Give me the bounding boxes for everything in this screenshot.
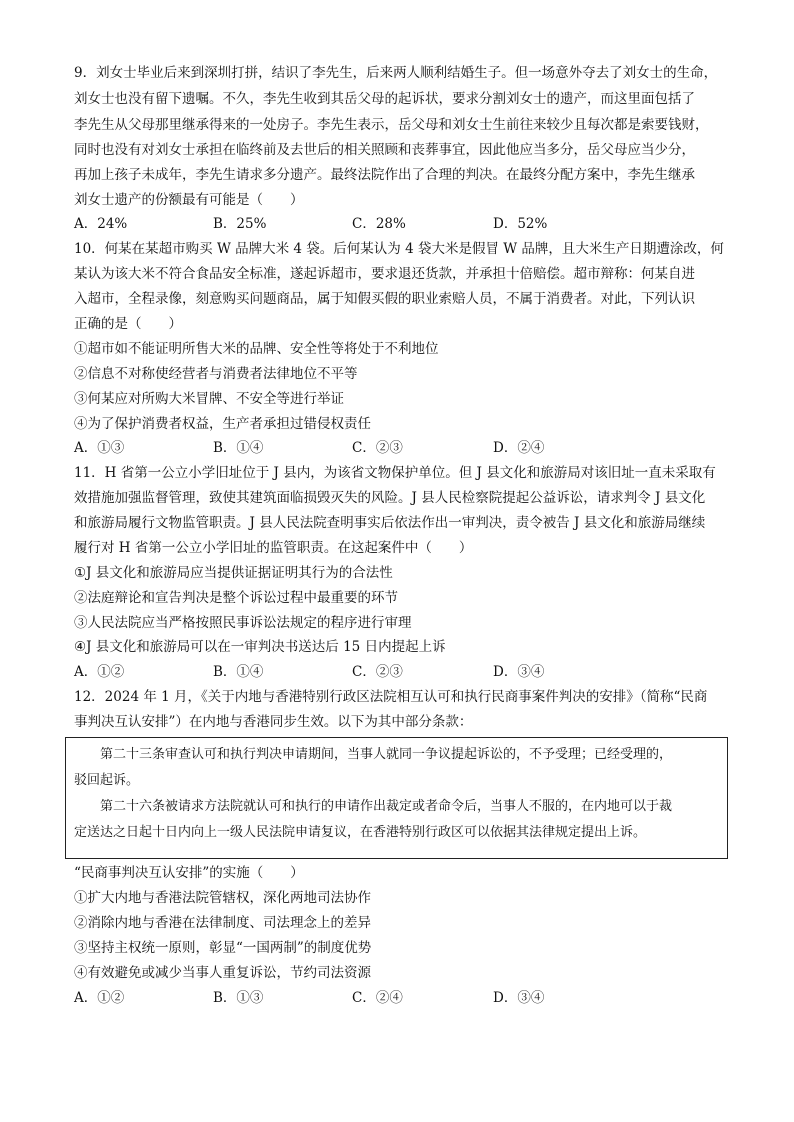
q10-statement-1: ①超市如不能证明所售大米的品牌、安全性等将处于不利地位 [74,341,439,357]
q12-option-c[interactable]: C．②④ [352,990,403,1006]
q12-statement-4: ④有效避免或减少当事人重复诉讼，节约司法资源 [74,965,371,981]
q10-option-a[interactable]: A．①③ [74,440,125,456]
q9-line-1: 9．刘女士毕业后来到深圳打拼，结识了李先生，后来两人顺利结婚生子。但一场意外夺去了刘女士的生命， [74,65,718,81]
q10-option-b[interactable]: B．①④ [213,440,264,456]
q10-option-c[interactable]: C．②③ [352,440,403,456]
q11-option-a[interactable]: A．①② [74,664,125,680]
q11-statement-4: ④J 县文化和旅游局可以在一审判决书送达后 15 日内提起上诉 [74,639,446,655]
q12-intro-2: 事判决互认安排”）在内地与香港同步生效。以下为其中部分条款： [74,714,473,730]
q12-article-23-line-2: 驳回起诉。 [74,773,140,788]
q9-option-a[interactable]: A．24% [74,216,128,232]
q12-question: “民商事判决互认安排”的实施（ ） [74,865,304,881]
q11-line-4: 履行对 H 省第一公立小学旧址的监管职责。在这起案件中（ ） [74,540,473,556]
q12-options [74,987,734,1009]
q12-article-26-line-2: 定送达之日起十日内向上一级人民法院申请复议，在香港特别行政区可以依据其法律规定提出上诉。 [74,825,647,840]
q10-option-d[interactable]: D．②④ [493,440,545,456]
q9-line-2: 刘女士也没有留下遗嘱。不久，李先生收到其岳父母的起诉状，要求分割刘女士的遗产，而这里面包括了 [74,91,695,107]
q11-option-c[interactable]: C．②③ [352,664,403,680]
q12-article-23-line-1: 第二十三条审查认可和执行判决申请期间，当事人就同一争议提起诉讼的，不予受理；已经受理的， [74,747,673,762]
q9-line-3: 李先生从父母那里继承得来的一处房子。李先生表示，岳父母和刘女士生前往来较少且每次都是索要钱财， [74,117,709,133]
q11-line-1: 11．H 省第一公立小学旧址位于 J 县内，为该省文物保护单位。但 J 县文化和旅游局对该旧址一直未采取有 [74,465,716,481]
q12-statement-3: ③坚持主权统一原则，彰显“一国两制”的制度优势 [74,940,372,956]
q11-statement-2: ②法庭辩论和宣告判决是整个诉讼过程中最重要的环节 [74,590,398,606]
q11-statement-1: ①J 县文化和旅游局应当提供证据证明其行为的合法性 [74,565,393,581]
q12-article-box [65,737,728,859]
q12-option-d[interactable]: D．③④ [493,990,545,1006]
q12-statement-1: ①扩大内地与香港法院管辖权，深化两地司法协作 [74,890,371,906]
q9-option-c[interactable]: C．28% [352,216,406,232]
q10-options [74,437,734,459]
q11-option-d[interactable]: D．③④ [493,664,545,680]
q10-statement-4: ④为了保护消费者权益，生产者承担过错侵权责任 [74,416,371,432]
q11-statement-3: ③人民法院应当严格按照民事诉讼法规定的程序进行审理 [74,615,412,631]
q9-option-d[interactable]: D．52% [493,216,548,232]
q9-line-5: 再加上孩子未成年，李先生请求多分遗产。最终法院作出了合理的判决。在最终分配方案中，李先生继承 [74,167,695,183]
q12-option-a[interactable]: A．①② [74,990,125,1006]
q10-line-3: 入超市，全程录像，刻意购买问题商品，属于知假买假的职业索赔人员，不属于消费者。对此，下列认识 [74,291,695,307]
q10-statement-3: ③何某应对所购大米冒牌、不安全等进行举证 [74,391,344,407]
q10-statement-2: ②信息不对称使经营者与消费者法律地位不平等 [74,366,358,382]
q11-options [74,661,734,683]
q11-line-3: 和旅游局履行文物监管职责。J 县人民法院查明事实后依法作出一审判决，责令被告 J 县文化和旅游局继续 [74,515,706,531]
q9-options [74,213,734,235]
q10-line-2: 某认为该大米不符合食品安全标准，遂起诉超市，要求退还货款，并承担十倍赔偿。超市辩称：何某自进 [74,266,695,282]
q12-statement-2: ②消除内地与香港在法律制度、司法理念上的差异 [74,915,371,931]
q9-line-6: 刘女士遗产的份额最有可能是（ ） [74,192,304,208]
q11-option-b[interactable]: B．①④ [213,664,264,680]
q10-line-4: 正确的是（ ） [74,316,182,332]
q12-article-26-line-1: 第二十六条被请求方法院就认可和执行的申请作出裁定或者命令后，当事人不服的，在内地可以于裁 [74,799,673,814]
q11-line-2: 效措施加强监督管理，致使其建筑面临损毁灭失的风险。J 县人民检察院提起公益诉讼，请求判令 J 县文化 [74,490,706,506]
q9-line-4: 同时也没有对刘女士承担在临终前及去世后的相关照顾和丧葬事宜，因此他应当多分，岳父母应当少分， [74,142,695,158]
q9-option-b[interactable]: B．25% [213,216,267,232]
q12-option-b[interactable]: B．①③ [213,990,264,1006]
q10-line-1: 10．何某在某超市购买 W 品牌大米 4 袋。后何某认为 4 袋大米是假冒 W 品牌，且大米生产日期遭涂改，何 [74,241,724,257]
q12-intro-1: 12．2024 年 1 月，《关于内地与香港特别行政区法院相互认可和执行民商事案件判决的安排》（简称“民商 [74,689,708,705]
